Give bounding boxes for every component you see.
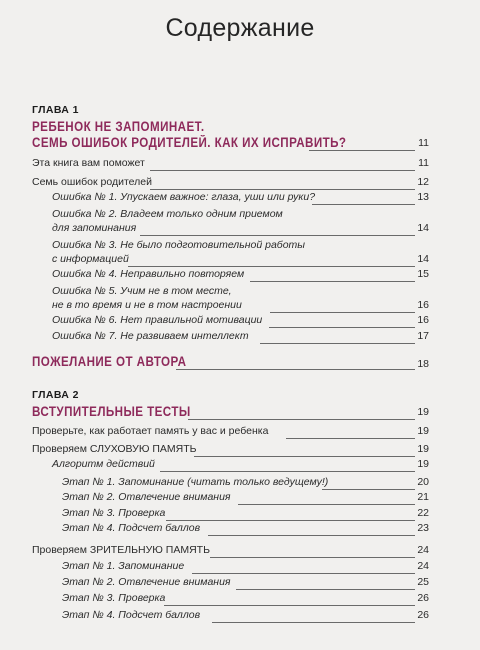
page-number: 14 <box>417 253 429 265</box>
page-number: 12 <box>417 176 429 188</box>
toc-entry[interactable] <box>32 157 429 173</box>
entry-title: Ошибка № 7. Не развиваем интеллект <box>52 330 249 342</box>
leader-line <box>128 266 415 267</box>
toc-entry[interactable] <box>32 476 429 492</box>
entry-title: Эта книга вам поможет <box>32 157 145 169</box>
leader-line <box>192 573 415 574</box>
leader-line <box>286 438 415 439</box>
entry-title: Ошибка № 1. Упускаем важное: глаза, уши или руки? <box>52 191 316 203</box>
entry-title: Этап № 1. Запоминание (читать только ведущему!) <box>62 476 329 488</box>
entry-title-line1: Ошибка № 3. Не было подготовительной работы <box>52 239 306 251</box>
page-number: 13 <box>417 191 429 203</box>
toc-entry[interactable] <box>32 176 429 192</box>
leader-line <box>250 281 415 282</box>
entry-title: Этап № 2. Отвлечение внимания <box>62 491 231 503</box>
page-number: 26 <box>417 609 429 621</box>
entry-title: Этап № 4. Подсчет баллов <box>62 609 201 621</box>
toc-entry-chapter-2[interactable] <box>32 406 429 422</box>
entry-title: Семь ошибок родителей <box>32 176 152 188</box>
entry-title: Этап № 4. Подсчет баллов <box>62 522 201 534</box>
entry-title: Проверяем СЛУХОВУЮ ПАМЯТЬ <box>32 443 197 455</box>
toc-entry[interactable] <box>32 458 429 474</box>
leader-line <box>140 235 415 236</box>
page-number: 24 <box>417 544 429 556</box>
page-number: 24 <box>417 560 429 572</box>
leader-line <box>150 189 415 190</box>
page-number: 19 <box>417 458 429 470</box>
toc-entry[interactable] <box>32 191 429 207</box>
toc-entry[interactable] <box>32 507 429 523</box>
leader-line <box>269 327 415 328</box>
leader-line <box>160 471 415 472</box>
toc-entry[interactable] <box>32 425 429 441</box>
toc-entry[interactable] <box>32 330 429 346</box>
page-number: 11 <box>418 137 429 149</box>
entry-title-line1: Ошибка № 2. Владеем только одним приемом <box>52 208 283 220</box>
toc-entry[interactable] <box>32 443 429 459</box>
leader-line <box>238 504 415 505</box>
entry-title: Этап № 1. Запоминание <box>62 560 185 572</box>
toc-entry[interactable] <box>32 253 429 269</box>
page-number: 23 <box>417 522 429 534</box>
entry-title: Этап № 3. Проверка <box>62 592 166 604</box>
leader-line <box>312 204 415 205</box>
entry-title: с информацией <box>52 253 129 265</box>
page-number: 21 <box>417 491 429 503</box>
leader-line <box>322 489 415 490</box>
toc-entry[interactable] <box>32 222 429 238</box>
entry-title: Этап № 3. Проверка <box>62 507 166 519</box>
toc-entry[interactable] <box>32 491 429 507</box>
toc-entry-chapter-1[interactable] <box>32 137 429 153</box>
leader-line <box>194 456 415 457</box>
entry-title: не в то время и не в том настроении <box>52 299 242 311</box>
page-number: 15 <box>417 268 429 280</box>
page-number: 22 <box>417 507 429 519</box>
page-number: 26 <box>417 592 429 604</box>
toc-entry[interactable] <box>32 314 429 330</box>
leader-line <box>309 150 415 151</box>
leader-line <box>212 622 415 623</box>
leader-line <box>260 343 415 344</box>
page-number: 11 <box>418 157 429 169</box>
toc-entry[interactable] <box>32 609 429 625</box>
leader-line <box>208 535 415 536</box>
page-number: 19 <box>417 443 429 455</box>
entry-title: Проверьте, как работает память у вас и ребенка <box>32 425 269 437</box>
entry-title: для запоминания <box>52 222 137 234</box>
leader-line <box>164 605 415 606</box>
page-number: 16 <box>417 314 429 326</box>
leader-line <box>210 557 415 558</box>
toc-entry[interactable] <box>32 299 429 315</box>
page-title: Содержание <box>165 14 315 42</box>
entry-title: Проверяем ЗРИТЕЛЬНУЮ ПАМЯТЬ <box>32 544 210 556</box>
author-wish-heading: ПОЖЕЛАНИЕ ОТ АВТОРА <box>32 354 187 369</box>
toc-entry[interactable] <box>32 560 429 576</box>
leader-line <box>270 312 415 313</box>
page-number: 16 <box>417 299 429 311</box>
entry-title-line1: Ошибка № 5. Учим не в том месте, <box>52 285 232 297</box>
leader-line <box>166 520 415 521</box>
page-number: 14 <box>417 222 429 234</box>
leader-line <box>236 589 415 590</box>
leader-line <box>176 369 415 370</box>
chapter-1-label: ГЛАВА 1 <box>32 104 79 116</box>
toc-entry[interactable] <box>32 592 429 608</box>
entry-title: Алгоритм действий <box>52 458 155 470</box>
entry-title: Этап № 2. Отвлечение внимания <box>62 576 231 588</box>
toc-entry[interactable] <box>32 544 429 560</box>
entry-title: Ошибка № 4. Неправильно повторяем <box>52 268 245 280</box>
page-number: 19 <box>417 425 429 437</box>
page-number: 17 <box>417 330 429 342</box>
chapter-1-heading-line1[interactable]: РЕБЕНОК НЕ ЗАПОМИНАЕТ. <box>32 119 205 134</box>
toc-entry[interactable] <box>32 522 429 538</box>
leader-line <box>188 419 415 420</box>
toc-entry[interactable] <box>32 576 429 592</box>
chapter-1-heading-line2: СЕМЬ ОШИБОК РОДИТЕЛЕЙ. КАК ИХ ИСПРАВИТЬ? <box>32 135 347 150</box>
entry-title: Ошибка № 6. Нет правильной мотивации <box>52 314 263 326</box>
page-number: 20 <box>417 476 429 488</box>
page-number: 19 <box>417 406 429 418</box>
toc-entry[interactable] <box>32 268 429 284</box>
leader-line <box>150 170 415 171</box>
page-number: 25 <box>417 576 429 588</box>
page-number: 18 <box>417 358 429 370</box>
chapter-2-heading: ВСТУПИТЕЛЬНЫЕ ТЕСТЫ <box>32 404 191 419</box>
toc-entry-author-wish[interactable] <box>32 356 429 372</box>
chapter-2-label: ГЛАВА 2 <box>32 389 79 401</box>
